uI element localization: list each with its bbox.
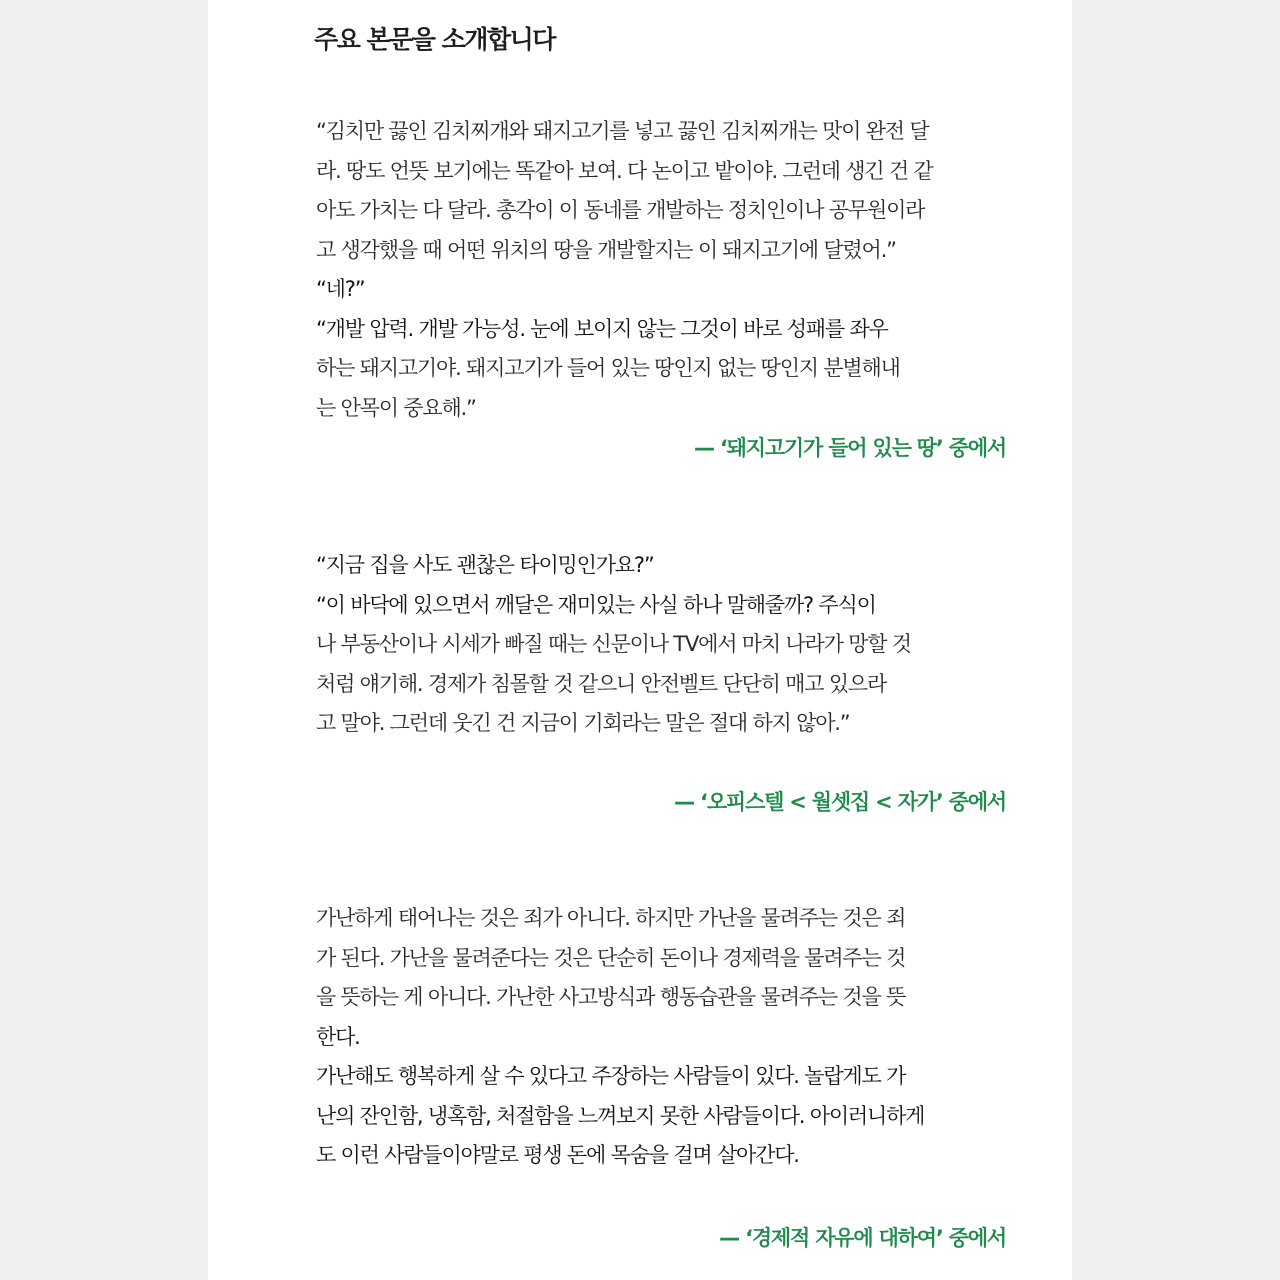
excerpt-line: 고 말야. 그런데 웃긴 건 지금이 기회라는 말은 절대 하지 않아.” bbox=[316, 711, 850, 735]
book-page bbox=[208, 0, 1072, 1280]
excerpt-line: 는 안목이 중요해.” bbox=[316, 395, 476, 420]
excerpt-3-source: — ‘경제적 자유에 대하여’ 중에서 bbox=[719, 1226, 1006, 1250]
excerpt-line: 고 생각했을 때 어떤 위치의 땅을 개발할지는 이 돼지고기에 달렸어.” bbox=[316, 237, 896, 262]
excerpt-line: 가난하게 태어나는 것은 죄가 아니다. 하지만 가난을 물려주는 것은 죄 bbox=[316, 906, 906, 930]
excerpt-line: 한다. bbox=[316, 1024, 360, 1049]
excerpt-line: 아도 가치는 다 달라. 총각이 이 동네를 개발하는 정치인이나 공무원이라 bbox=[316, 198, 925, 222]
excerpt-line: 하는 돼지고기야. 돼지고기가 들어 있는 땅인지 없는 땅인지 분별해내 bbox=[316, 356, 900, 380]
excerpt-1 bbox=[316, 112, 1006, 428]
excerpt-line: 난의 잔인함, 냉혹함, 처절함을 느껴보지 못한 사람들이다. 아이러니하게 bbox=[316, 1103, 925, 1128]
excerpt-1-source: — ‘돼지고기가 들어 있는 땅’ 중에서 bbox=[693, 436, 1006, 460]
excerpt-line: “지금 집을 사도 괜찮은 타이밍인가요?” bbox=[316, 553, 654, 577]
excerpt-line: 라. 땅도 언뜻 보기에는 똑같아 보여. 다 논이고 밭이야. 그런데 생긴 건 같 bbox=[316, 158, 933, 183]
excerpt-line: 처럼 얘기해. 경제가 침몰할 것 같으니 안전벨트 단단히 매고 있으라 bbox=[316, 671, 887, 696]
excerpt-2 bbox=[316, 546, 1006, 744]
excerpt-line: “이 바닥에 있으면서 깨달은 재미있는 사실 하나 말해줄까? 주식이 bbox=[316, 592, 876, 617]
excerpt-line: “네?” bbox=[316, 277, 365, 301]
excerpt-3 bbox=[316, 899, 1006, 1176]
page-heading: 주요 본문을 소개합니다 bbox=[314, 25, 555, 54]
excerpt-line: “개발 압력. 개발 가능성. 눈에 보이지 않는 그것이 바로 성패를 좌우 bbox=[316, 316, 888, 341]
excerpt-2-source: — ‘오피스텔 < 월셋집 < 자가’ 중에서 bbox=[674, 790, 1006, 814]
excerpt-line: 가난해도 행복하게 살 수 있다고 주장하는 사람들이 있다. 놀랍게도 가 bbox=[316, 1064, 906, 1088]
excerpt-line: 나 부동산이나 시세가 빠질 때는 신문이나 TV에서 마치 나라가 망할 것 bbox=[316, 632, 911, 656]
excerpt-line: 도 이런 사람들이야말로 평생 돈에 목숨을 걸며 살아간다. bbox=[316, 1143, 799, 1167]
excerpt-line: 가 된다. 가난을 물려준다는 것은 단순히 돈이나 경제력을 물려주는 것 bbox=[316, 945, 906, 970]
excerpt-line: “김치만 끓인 김치찌개와 돼지고기를 넣고 끓인 김치찌개는 맛이 완전 달 bbox=[316, 119, 929, 143]
excerpt-line: 을 뜻하는 게 아니다. 가난한 사고방식과 행동습관을 물려주는 것을 뜻 bbox=[316, 985, 906, 1009]
